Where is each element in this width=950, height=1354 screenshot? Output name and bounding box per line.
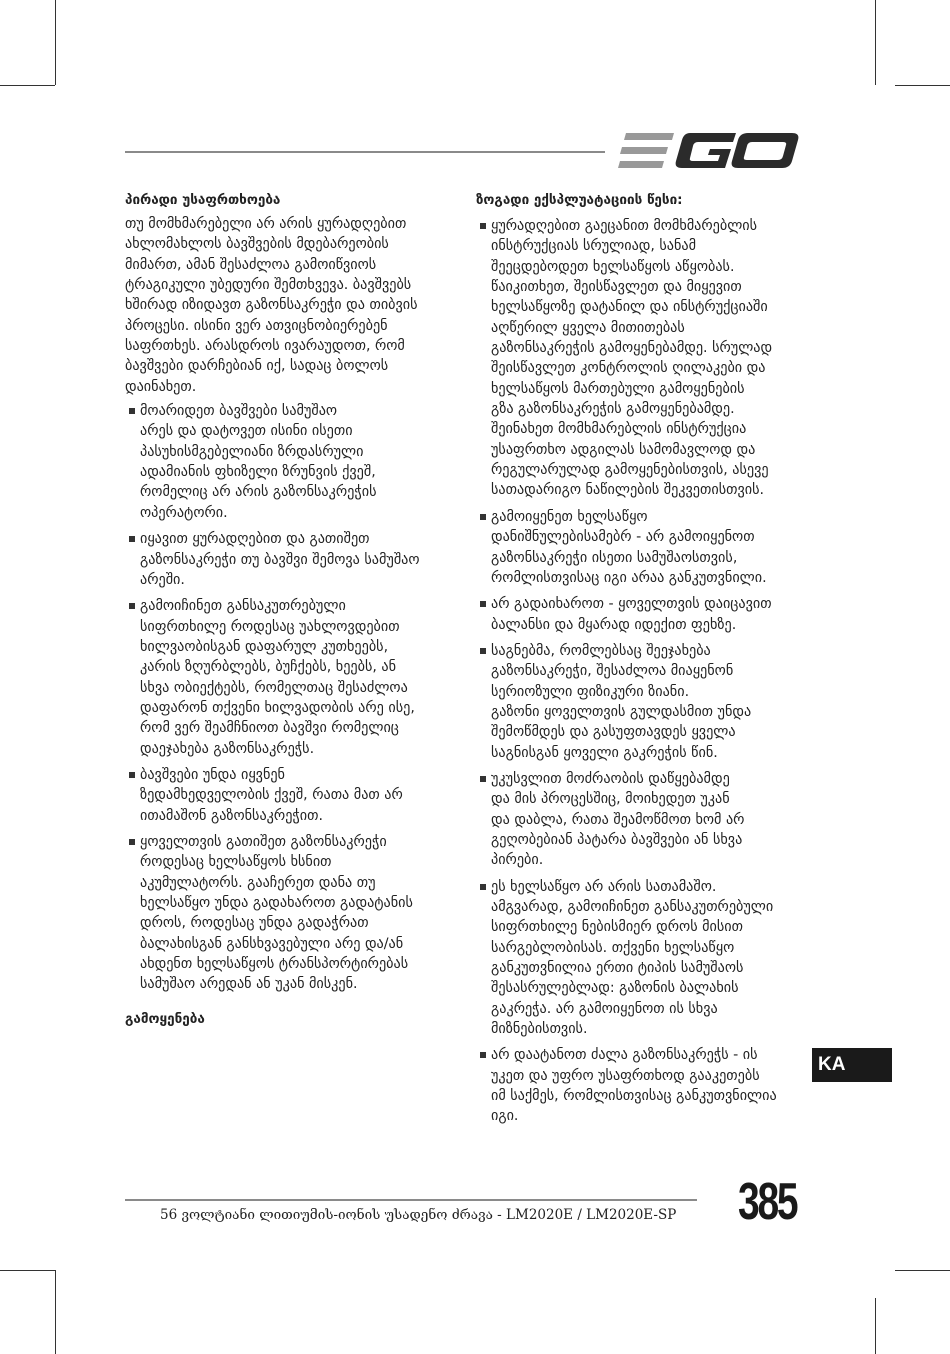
text-line: გამოიყენეთ ხელსაწყო [491,508,648,525]
ego-logo [618,131,800,171]
text-line: დაფარონ თქვენი ხილვადობის არე ისე, [140,699,415,716]
left-column [125,190,460,1031]
text-line: უსაფრთხო ადგილას სამომავლოდ და [491,441,756,458]
bullet-square-icon [480,223,486,229]
list-item [476,877,811,1040]
text-line: პროცესი. ისინი ვერ ათვიცნობიერებენ [125,317,388,334]
text-line: საგნებმა, რომლებსაც შეეჯახება [491,642,711,659]
text-line: და დაბლა, რათა შეამოწმოთ ხომ არ [491,811,745,828]
list-item [476,216,811,501]
crop-mark [895,1270,950,1271]
list-item [125,401,460,523]
text-line: იმ საქმეს, რომლისთვისაც განკუთვნილია [491,1088,777,1105]
text-line: დაეჯახება გაზონსაკრეჭს. [140,740,315,757]
text-line: დანიშნულებისამებრ - არ გამოიყენოთ [491,529,755,546]
text-line: წაიკითხეთ, შეისწავლეთ და მიყევით [491,279,742,296]
text-line: საგნისგან ყოველი გაკრეჭის წინ. [491,744,718,761]
page-number: 385 [738,1173,797,1231]
text-line: სარგებლობისას. თქვენი ხელსაწყო [491,939,735,956]
text-line: არ დაატანოთ ძალა გაზონსაკრეჭს - ის [491,1047,758,1064]
crop-mark [0,1270,55,1271]
text-line: სიფრთხილე ნებისმიერ დროს მისით [491,919,744,936]
text-line: დროს, როდესაც უნდა გადაჭრათ [140,915,369,932]
crop-mark [0,85,55,86]
bullet-square-icon [480,601,486,607]
text-line: რომ ვერ შეამჩნიოთ ბავშვი რომელიც [140,720,399,737]
text-line: ყურადღებით გაეცანით მომხმარებლის [491,218,758,234]
text-line: სხვა ობიექტებს, რომელთაც შესაძლოა [140,679,408,696]
text-line: ახლომახლოს ბავშვების მდებარეობის [125,236,389,253]
bullet-square-icon [129,603,135,609]
text-line: აღწერილ ყველა მითითებას [491,319,685,336]
text-line: უკუსვლით მოძრაობის დაწყებამდე [491,770,730,787]
list-item [125,596,460,759]
text-line: ხელსაწყო უნდა გადახაროთ გადატანის [140,895,413,911]
right-column [476,190,811,1127]
text-line: ინსტრუქციას სრულიად, სანამ [491,238,697,255]
text-line: მიზნებისთვის. [491,1021,588,1038]
text-line: განკუთვნილია ერთი ტიპის სამუშაოს [491,960,744,977]
text-line: გაზონსაკრეჭი, შესაძლოა მიაყენონ [491,663,734,680]
text-line: საფრთხეს. არასდროს ივარაუდოთ, რომ [125,338,405,355]
text-line: პირები. [491,852,544,869]
list-item [125,529,460,590]
text-line: გამოიჩინეთ განსაკუთრებული [140,598,346,615]
language-tab: KA [812,1048,892,1082]
text-line: გაზონი ყოველთვის გულდასმით უნდა [491,703,752,720]
section-heading: ზოგადი ექსპლუატაციის წესი: [476,192,683,208]
crop-mark [875,1298,876,1354]
bullet-square-icon [480,884,486,890]
text-line: თუ მომხმარებელი არ არის ყურადღებით [125,216,407,232]
text-line: გაზონსაკრეჭი თუ ბავშვი შემოვა სამუშაო [140,551,420,568]
text-line: ბავშვები დარჩებიან იქ, სადაც ბოლოს [125,358,389,375]
list-item [125,765,460,826]
list-item [476,507,811,588]
footer-title: 56 ვოლტიანი ლითიუმის-იონის უსადენო ძრავა - LM2020E / LM2020E-SP [160,1207,677,1223]
header-rule [125,151,605,153]
bullet-square-icon [480,1052,486,1058]
text-line: რომელიც არ არის გაზონსაკრეჭის [140,484,377,501]
text-line: ახდენთ ხელსაწყოს ტრანსპორტირებას [140,956,409,973]
text-line: მოარიდეთ ბავშვები სამუშაო [140,403,338,420]
crop-mark [55,1270,56,1354]
text-line: სერიოზული ფიზიკური ზიანი. [491,683,690,700]
crop-mark [55,0,56,85]
list-item [125,832,460,995]
crop-mark [895,85,950,86]
text-line: ხელსაწყოზე დატანილ და ინსტრუქციაში [491,299,768,316]
text-line: დაინახეთ. [125,378,197,395]
bullet-list [476,216,811,1127]
text-line: ბავშვები უნდა იყვნენ [140,766,285,783]
list-item [476,769,811,871]
text-line: ბალანსი და მყარად იდექით ფეხზე. [491,616,737,633]
text-line: და მის პროცესშიც, მოიხედეთ უკან [491,791,730,808]
section-heading: პირადი უსაფრთხოება [125,192,281,208]
text-line: სათადარიგო ნაწილების შეკვეთისთვის. [491,482,765,499]
text-line: გაკრეჭა. არ გამოიყენოთ ის სხვა [491,1000,718,1017]
text-line: არ გადაიხაროთ - ყოველთვის დაიცავით [491,596,772,613]
text-line: გაზონსაკრეჭი ისეთი სამუშაოსთვის, [491,549,738,566]
text-line: ადამიანის ფხიზელი ზრუნვის ქვეშ, [140,464,376,481]
text-line: შეისწავლეთ კონტროლის ღილაკები და [491,360,766,377]
text-line: იყავით ყურადღებით და გათიშეთ [140,531,370,548]
bullet-square-icon [129,839,135,845]
bullet-list [125,401,460,995]
text-line: გზა გაზონსაკრეჭის გამოყენებამდე. [491,401,735,418]
bullet-square-icon [129,772,135,778]
text-line: სიფრთხილე როდესაც უახლოვდებით [140,618,400,635]
list-item [476,641,811,763]
text-line: ზედამხედველობის ქვეშ, რათა მათ არ [140,787,403,804]
bullet-square-icon [129,408,135,414]
list-item [476,1045,811,1126]
bullet-square-icon [480,648,486,654]
text-line: ტრაგიკული უბედური შემთხვევა. ბავშვებს [125,277,412,294]
paragraph [125,214,460,397]
text-line: პასუხისმგებელიანი ზრდასრული [140,443,364,460]
text-line: ბალახისგან განსხვავებული არე და/ან [140,935,404,952]
text-line: როდესაც ხელსაწყოს ხსნით [140,854,332,871]
text-line: რეგულარულად გამოყენებისთვის, ასევე [491,462,769,479]
text-line: იგი. [491,1108,519,1125]
bullet-square-icon [480,776,486,782]
footer-rule [125,1199,697,1201]
text-line: ხილვაობისგან დაფარულ კუთხეებს, [140,638,389,655]
text-line: გეღობებიან პატარა ბავშვები ან სხვა [491,831,743,848]
text-line: ითამაშონ გაზონსაკრეჭით. [140,807,324,824]
text-line: სამუშაო არედან ან უკან მისკენ. [140,976,358,993]
text-line: ეს ხელსაწყო არ არის სათამაშო. [491,878,717,895]
text-line: აკუმულატორს. გააჩერეთ დანა თუ [140,874,376,891]
text-line: ამგვარად, გამოიჩინეთ განსაკუთრებული [491,899,774,915]
text-line: მიმართ, ამან შესაძლოა გამოიწვიოს [125,256,377,273]
text-line: რომლისთვისაც იგი არაა განკუთვნილი. [491,569,767,586]
text-line: არეს და დატოვეთ ისინი ისეთი [140,423,353,440]
text-line: ხელსაწყოს მართებული გამოყენების [491,380,745,397]
text-line: არეში. [140,571,185,588]
text-line: შემოწმდეს და გასუფთავდეს ყველა [491,724,736,741]
text-line: ყოველთვის გათიშეთ გაზონსაკრეჭი [140,833,387,850]
text-line: შესასრულებლად: გაზონის ბალახის [491,980,739,997]
text-line: შეეცდებოდეთ ხელსაწყოს აწყობას. [491,258,735,275]
text-line: უკეთ და უფრო უსაფრთხოდ გააკეთებს [491,1067,760,1084]
text-line: კარის ზღურბლებს, ბუჩქებს, ხეებს, ან [140,659,397,676]
crop-mark [875,0,876,85]
text-line: ხშირად იზიდავთ გაზონსაკრეჭი და თიბვის [125,297,418,314]
section-heading: გამოყენება [125,1010,205,1027]
bullet-square-icon [129,536,135,542]
text-line: გაზონსაკრეჭის გამოყენებამდე. სრულად [491,340,773,357]
text-line: შეინახეთ მომხმარებლის ინსტრუქცია [491,421,747,438]
bullet-square-icon [480,514,486,520]
list-item [476,594,811,635]
text-line: ოპერატორი. [140,504,228,521]
